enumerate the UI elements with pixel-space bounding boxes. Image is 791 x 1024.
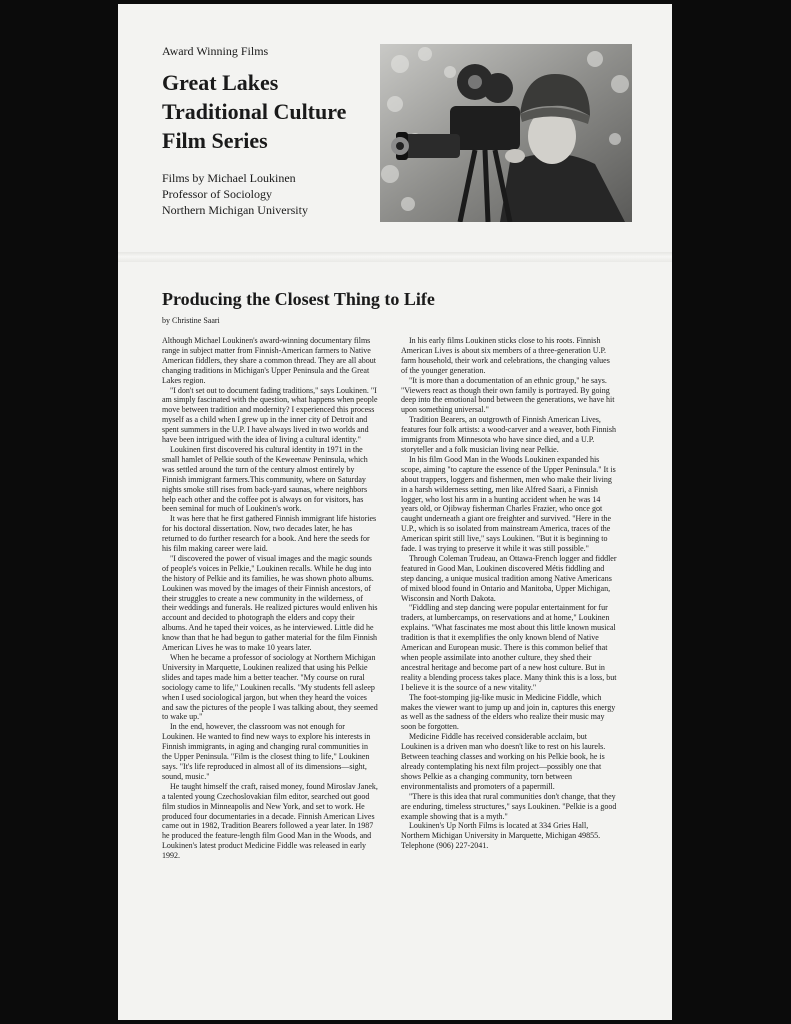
paragraph: Tradition Bearers, an outgrowth of Finnish American Lives, features four folk artists: a wood-carver and a weaver, both Finnish immigrants from Minnesota who have since died, and a U.P. storyteller and a folk musician living near Pelkie. (401, 415, 616, 454)
title-line: Great Lakes (162, 70, 279, 95)
paragraph: Although Michael Loukinen's award-winning documentary films range in subject matter from Finnish-American farmers to Native American fiddlers, they share a common thread. They are all about changing traditions in Michigan's Upper Peninsula and the Great Lakes region. (162, 336, 376, 385)
paragraph: In his film Good Man in the Woods Loukinen expanded his scope, aiming "to capture the essence of the Upper Peninsula." It is about trappers, loggers and fishermen, men who make their living in a harsh wilderness setting, men like Alfred Saari, a Finnish logger, who lost his arm in a hunting accident when he was 14 years old, or Ojibway fisherman Charles Frazier, who once got caught underneath a giant ore freighter and survived. "Here in the U.P., which is so isolated from mainstream America, traces of the American spirit still live," says Loukinen. "But it is beginning to fade. I was trying to preserve it while it was still possible." (401, 454, 616, 554)
article-column-right (401, 336, 618, 851)
paragraph: Loukinen's Up North Films is located at 334 Gries Hall, Northern Michigan University in Marquette, Michigan 49855. Telephone (906) 227-2041. (401, 821, 601, 851)
page-fold (118, 252, 672, 262)
paragraph: "I discovered the power of visual images and the magic sounds of people's voices in Pelkie," Loukinen recalls. While he dug into the history of Pelkie and its families, he was shown photo albums. Loukinen was moved by the images of their Finnish ancestors, of their struggles to create a new community in the wilderness, of their weddings and funerals. He realized pictures would enliven his account and decided to photograph the elders and copy their albums. And he taped their voices, as he interviewed. Little did he know than that he had begun to gather material for the film Finnish American Lives he was to make 10 years later. (162, 553, 378, 653)
paragraph: Through Coleman Trudeau, an Ottawa-French logger and fiddler featured in Good Man, Loukinen discovered Métis fiddling and step dancing, a unique musical tradition among Native Americans of mixed blood found in Ontario and Manitoba, Upper Michigan, Wisconsin and North Dakota. (401, 553, 617, 603)
credit-title: Professor of Sociology (162, 187, 272, 201)
paragraph: Loukinen first discovered his cultural identity in 1971 in the small hamlet of Pelkie south of the Keweenaw Peninsula, which was settled around the turn of the century almost entirely by Finnish immigrant farmers.This community, where on Saturday nights smoke still rises from back-yard saunas, where neighbors help each other and the coffee pot is always on for visitors, has been seminal for much of Loukinen's work. (162, 444, 368, 514)
paragraph: He taught himself the craft, raised money, found Miroslav Janek, a talented young Czechoslovakian film editor, searched out good film studios in Minneapolis and New York, and set to work. He produced four documentaries in a decade. Finnish American Lives came out in 1982, Tradition Bearers followed a year later. In 1987 he produced the feature-length film Good Man in the Woods, and Loukinen's latest product Medicine Fiddle was released in early 1992. (162, 781, 378, 861)
paragraph: In his early films Loukinen sticks close to his roots. Finnish American Lives is about six members of a three-generation U.P. farm household, their work and celebrations, the changing values of the younger generation. (401, 336, 610, 375)
paragraph: Medicine Fiddle has received considerable acclaim, but Loukinen is a driven man who doesn't like to rest on his laurels. Between teaching classes and working on his Pelkie book, he is already contemplating his next film project—possibly one that shows Pelkie as a changing community, torn between environmentalists and promoters of a papermill. (401, 732, 606, 791)
paragraph: In the end, however, the classroom was not enough for Loukinen. He wanted to find new ways to explore his interests in Finnish immigrants, in aging and changing rural communities in the Upper Peninsula. "Film is the closest thing to life," Loukinen says. "It's life reproduced in almost all of its dimensions—sight, sound, music." (162, 722, 371, 781)
man-with-film-camera-photo (380, 44, 632, 222)
paragraph: It was here that he first gathered Finnish immigrant life histories for his doctoral dissertation. Now, two decades later, he has returned to do further research for a book. And here the seeds for his film making career were laid. (162, 514, 377, 554)
kicker-text: Award Winning Films (162, 44, 269, 58)
credit-university: Northern Michigan University (162, 203, 308, 217)
paragraph: "Fiddling and step dancing were popular entertainment for fur traders, at lumbercamps, on reservations and at home," Loukinen explains. "What fascinates me most about this little known musical tradition is that it exemplifies the only known blend of Native American and European music. There is this common belief that when people assimilate into another culture, they shed their ancestral heritage and become part of a new host culture. But in reality a blending process takes place. Many think this is a loss, but I believe it is the source of a new vitality." (401, 603, 617, 692)
article-byline: by Christine Saari (162, 316, 220, 325)
title-line: Traditional Culture (162, 99, 347, 124)
main-title (162, 68, 346, 155)
paragraph: "It is more than a documentation of an ethnic group," he says. "Viewers react as though their own family is portrayed. By going deep into the emotional bond between the generations, we have hit upon something universal." (401, 375, 615, 415)
paragraph: "I don't set out to document fading traditions," says Loukinen. "I am simply fascinated with the question, what happens when people move between tradition and modernity? I experienced this process myself as a child when I grew up in the inner city of Detroit and spent summers in the U.P. I have always lived in two worlds and have been intrigued with the idea of living a cultural identity." (162, 385, 378, 445)
photo-illustration (380, 44, 632, 222)
credits-block (162, 170, 308, 218)
paragraph: "There is this idea that rural communities don't change, that they are enduring, timeless structures," says Loukinen. "Pelkie is a good example showing that is a myth." (401, 791, 617, 821)
credit-filmmaker: Films by Michael Loukinen (162, 171, 296, 185)
title-line: Film Series (162, 128, 268, 153)
article-title: Producing the Closest Thing to Life (162, 289, 435, 309)
paragraph: The foot-stomping jig-like music in Medicine Fiddle, which makes the viewer want to jump up and join in, captures this energy as well as the sadness of the elders who realize their music may soon be forgotten. (401, 692, 616, 732)
article-column-left (162, 336, 379, 861)
document-page (118, 4, 672, 1020)
paragraph: When he became a professor of sociology at Northern Michigan University in Marquette, Loukinen realized that using his Pelkie slides and tapes made him a better teacher. "My course on rural sociology came to life," Loukinen recalls. "My students fell asleep when I used sociological jargon, but when they heard the voices and saw the pictures of the people I was talking about, they seemed to wake up." (162, 653, 378, 722)
